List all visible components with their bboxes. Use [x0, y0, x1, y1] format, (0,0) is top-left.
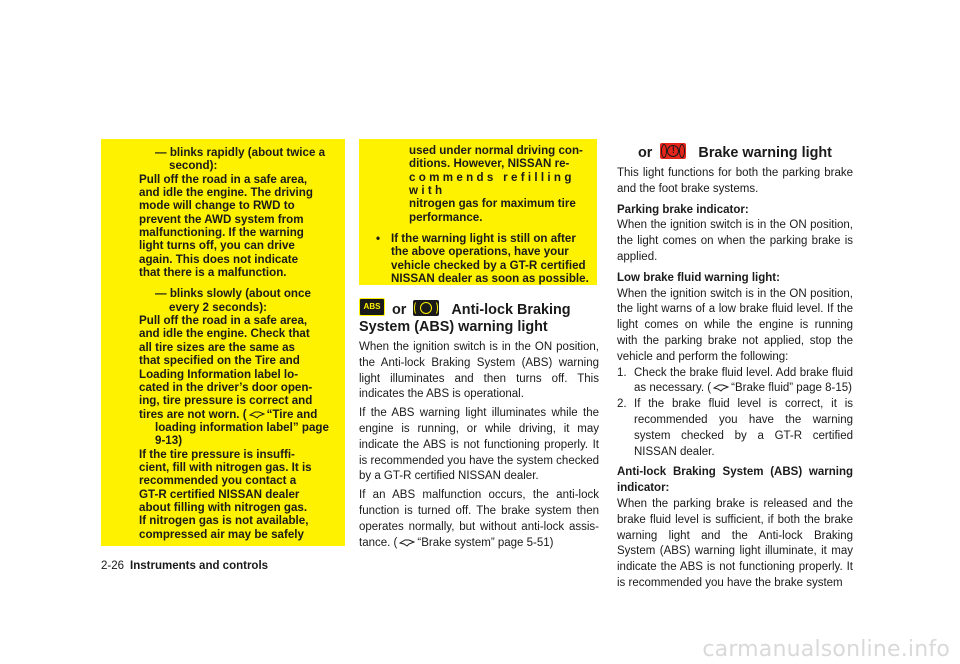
abs-or-text: or: [392, 302, 407, 318]
ref-link-text[interactable]: “Tire and loading information label” page 9-13): [155, 407, 329, 448]
reference-pointer-icon: [399, 538, 415, 547]
brake-or-text: or: [638, 145, 653, 161]
warning-box-left: [101, 139, 345, 546]
abs-indicator-heading: Anti-lock Braking System (ABS) warning indicator:: [617, 466, 853, 495]
parking-brake-heading: Parking brake indicator:: [617, 203, 749, 216]
ref-prefix: tires are not worn. (: [139, 407, 247, 421]
abs-heading: [359, 298, 599, 336]
step-item: [617, 397, 853, 460]
brake-section: [617, 143, 853, 592]
abs-title-line-2: System (ABS) warning light: [359, 319, 548, 335]
text-line: Pull off the road in a safe area,: [139, 172, 308, 186]
brake-title: Brake warning light: [698, 145, 832, 161]
blink-rapid-item: [121, 146, 335, 279]
text-line: compressed air may be safely: [139, 527, 304, 541]
reference-pointer-icon: [249, 410, 265, 419]
text-line: NISSAN dealer as soon as possible.: [391, 272, 589, 286]
text-line: and idle the engine. Check that: [139, 327, 310, 341]
text-line: and idle the engine. The driving: [139, 186, 313, 200]
text-line: recommended you contact a: [139, 474, 297, 488]
blink-slow-heading: — blinks slowly (about once every 2 seconds):: [155, 287, 311, 314]
brake-fluid-ref-link[interactable]: “Brake fluid” page 8-15): [731, 382, 852, 395]
text-line: used under normal driving con-: [409, 144, 583, 157]
box-continuation: [373, 144, 591, 224]
text-line: ing, tire pressure is correct and: [139, 394, 313, 408]
abs-malfunction-paragraph: [359, 488, 599, 551]
abs-circle-icon: [413, 300, 439, 316]
tire-label-reference[interactable]: [139, 407, 335, 448]
text-line: malfunctioning. If the warning: [139, 226, 304, 240]
text-line: vehicle checked by a GT-R certified: [391, 258, 586, 272]
text-line: cated in the driver’s door open-: [139, 380, 313, 394]
text-line: Loading Information label lo-: [139, 367, 299, 381]
brake-intro: This light functions for both the parking brake and the foot brake systems.: [617, 167, 853, 195]
page-footer: [101, 559, 268, 573]
fluid-warning-text: When the ignition switch is in the ON position, the light warns of a low brake fluid level. If the light comes on while the engine is running with the parking brake not applied, stop the vehicle and perform the following:: [617, 287, 853, 363]
text-line: prevent the AWD system from: [139, 212, 304, 226]
reference-pointer-icon: [713, 383, 729, 392]
text-line: light turns off, you can drive: [139, 239, 295, 253]
page-number: 2-26: [101, 560, 125, 572]
text-line: ditions. However, NISSAN re-: [409, 157, 570, 171]
bullet-dot: •: [376, 232, 381, 246]
watermark: carmanualsonline.info: [702, 637, 950, 662]
section-title: Instruments and controls: [130, 560, 269, 572]
brake-icon: !: [660, 143, 686, 159]
step-text: If the brake fluid level is correct, it is recommended you have the warning system checked by a GT-R certified NISSAN dealer.: [634, 398, 853, 458]
abs-icon: ABS: [359, 298, 385, 316]
text-line: about filling with nitrogen gas.: [139, 500, 308, 514]
text-line: nitrogen gas for maximum tire: [409, 197, 576, 211]
step-number: 1.: [617, 366, 627, 379]
abs-paragraph: When the ignition switch is in the ON position, the Anti-lock Braking System (ABS) warning light illuminates and then turns off. This indicates the ABS is operational.: [359, 341, 599, 401]
text-line: If nitrogen gas is not available,: [139, 514, 309, 528]
text-line: again. This does not indicate: [139, 252, 299, 266]
text-line: mode will change to RWD to: [139, 199, 295, 213]
abs-section: [359, 298, 599, 551]
text-line: that there is a malfunction.: [139, 266, 287, 280]
blink-rapid-heading: — blinks rapidly (about twice a second):: [155, 146, 326, 173]
bullet-item: [373, 232, 591, 285]
text-line: GT-R certified NISSAN dealer: [139, 487, 300, 501]
text-line: cient, fill with nitrogen gas. It is: [139, 460, 312, 474]
text-line: If the tire pressure is insuffi-: [139, 447, 295, 461]
fluid-warning-heading: Low brake fluid warning light:: [617, 271, 780, 284]
text-line: Pull off the road in a safe area,: [139, 314, 308, 328]
text-line: that specified on the Tire and: [139, 354, 300, 368]
paragraph-text: If an ABS malfunction occurs, the anti-lock function is turned off. The brake system then operates normally, but without anti-lock assis- tance. (: [359, 489, 599, 549]
text-line: If the warning light is still on after: [391, 232, 576, 246]
brake-heading: [617, 143, 853, 162]
text-line: commends refilling with: [409, 170, 575, 198]
brake-system-ref-link[interactable]: “Brake system” page 5-51): [417, 536, 554, 549]
step-text: Check the brake fluid level. Add brake fluid as necessary. (: [634, 366, 853, 395]
abs-paragraph: If the ABS warning light illuminates while the engine is running, or while driving, it may indicate the ABS is not functioning properly. It is recommended you have the system checked by a GT-R certified NISSAN dealer.: [359, 407, 599, 483]
parking-brake-text: When the ignition switch is in the ON position, the light comes on when the parking brake is applied.: [617, 219, 853, 263]
text-line: performance.: [409, 210, 483, 224]
step-item: [617, 366, 853, 398]
step-number: 2.: [617, 398, 627, 411]
blink-rapid-body: [137, 173, 335, 280]
abs-indicator-text: When the parking brake is released and the brake fluid level is sufficient, if both the brake warning light and the Anti-lock Braking System (ABS) warning light illuminate, it may indicate the ABS is not functioning properly. It is recommended you have the brake system: [617, 497, 853, 589]
warning-box-right: [359, 139, 597, 285]
text-line: all tire sizes are the same as: [139, 340, 295, 354]
abs-title-line-1: Anti-lock Braking: [451, 302, 571, 318]
text-line: the above operations, have your: [391, 245, 569, 259]
blink-slow-item: [121, 287, 335, 541]
blink-slow-body: [137, 314, 335, 541]
